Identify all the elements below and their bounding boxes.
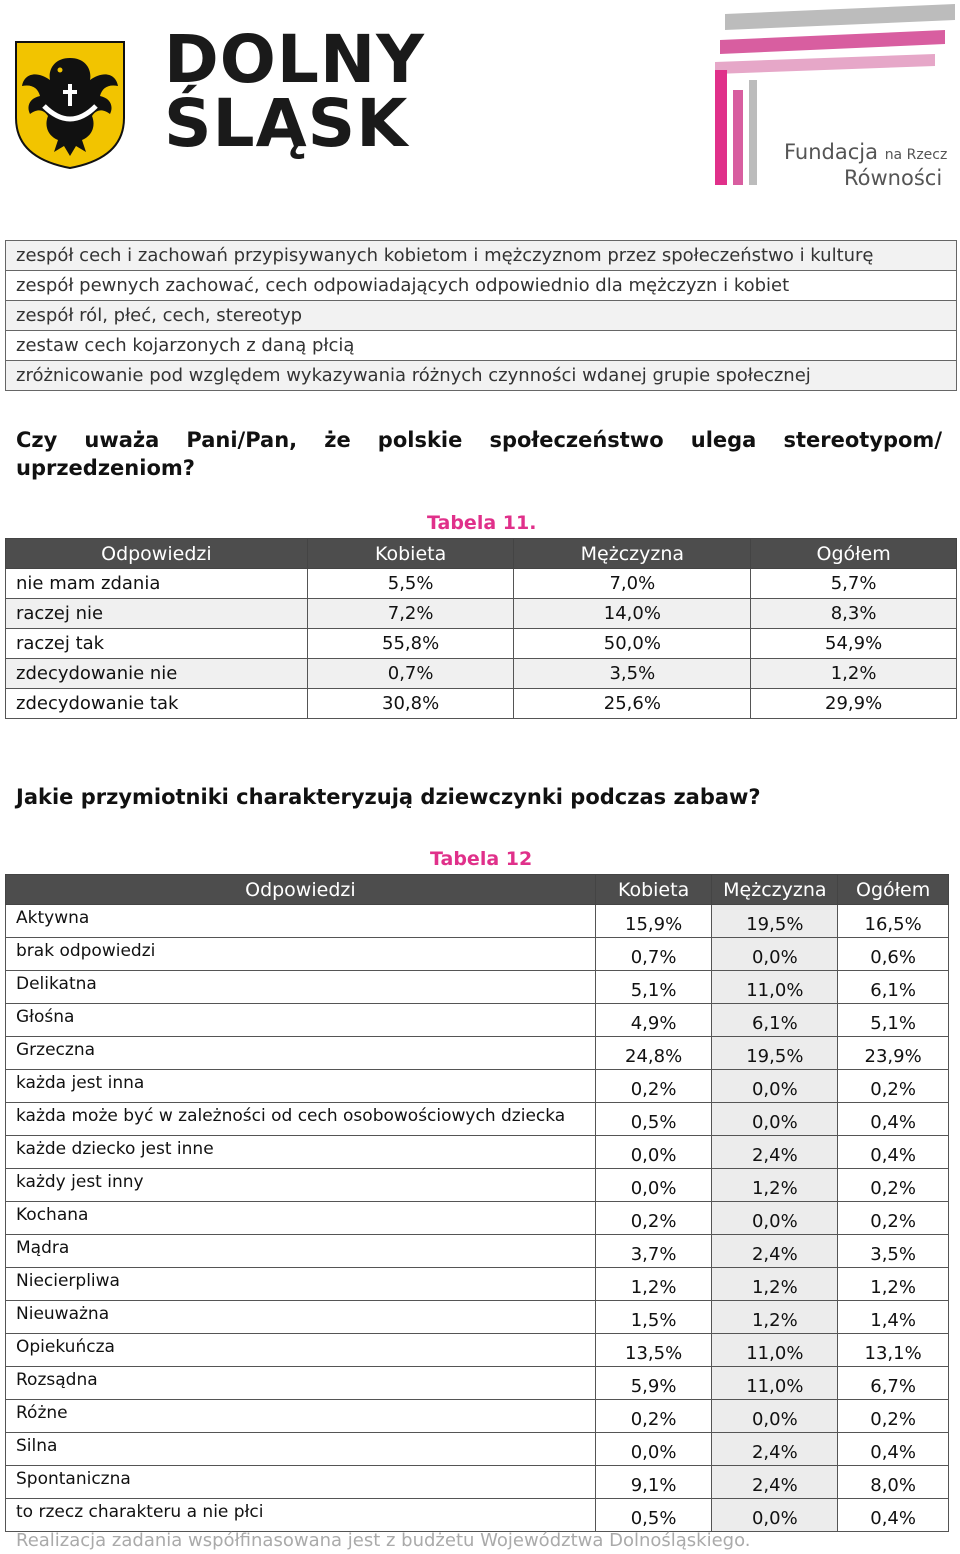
row-value: 11,0%	[712, 1334, 838, 1367]
row-value: 0,0%	[712, 938, 838, 971]
row-value: 6,1%	[712, 1004, 838, 1037]
row-label: Różne	[6, 1400, 596, 1433]
column-header: Mężczyzna	[514, 539, 751, 569]
row-value: 0,2%	[838, 1169, 949, 1202]
row-value: 13,5%	[595, 1334, 712, 1367]
row-label: Aktywna	[6, 905, 596, 938]
row-value: 19,5%	[712, 1037, 838, 1070]
table-11-caption: Tabela 11.	[427, 512, 537, 534]
row-value: 23,9%	[838, 1037, 949, 1070]
row-value: 24,8%	[595, 1037, 712, 1070]
table-row	[6, 1433, 949, 1466]
row-label: każda jest inna	[6, 1070, 596, 1103]
table-row	[6, 1334, 949, 1367]
table-row	[6, 938, 949, 971]
definition-text: zespół cech i zachowań przypisywanych kobietom i mężczyznom przez społeczeństwo i kulturę	[6, 241, 957, 271]
row-value: 30,8%	[307, 689, 514, 719]
definition-row	[6, 241, 957, 271]
row-value: 0,7%	[307, 659, 514, 689]
row-label: zdecydowanie nie	[6, 659, 308, 689]
row-value: 54,9%	[751, 629, 957, 659]
row-value: 0,0%	[712, 1070, 838, 1103]
table-row	[6, 905, 949, 938]
definition-text: zespół pewnych zachować, cech odpowiadających odpowiednio dla mężczyzn i kobiet	[6, 271, 957, 301]
dolny-slask-logo-text: DOLNY ŚLĄSK	[164, 21, 425, 162]
row-value: 19,5%	[712, 905, 838, 938]
row-value: 3,5%	[514, 659, 751, 689]
column-header: Odpowiedzi	[6, 539, 308, 569]
table-row	[6, 1499, 949, 1532]
definition-text: zestaw cech kojarzonych z daną płcią	[6, 331, 957, 361]
row-value: 55,8%	[307, 629, 514, 659]
column-header: Mężczyzna	[712, 875, 838, 905]
definition-text: zespół ról, płeć, cech, stereotyp	[6, 301, 957, 331]
row-label: Nieuważna	[6, 1301, 596, 1334]
row-value: 0,5%	[595, 1499, 712, 1532]
row-value: 0,6%	[838, 938, 949, 971]
table-row	[6, 599, 957, 629]
lower-silesia-eagle-crest-logo	[14, 40, 126, 170]
row-value: 1,2%	[595, 1268, 712, 1301]
row-value: 29,9%	[751, 689, 957, 719]
row-value: 0,4%	[838, 1103, 949, 1136]
row-value: 5,1%	[595, 971, 712, 1004]
row-value: 0,4%	[838, 1433, 949, 1466]
table-row	[6, 1268, 949, 1301]
row-label: Grzeczna	[6, 1037, 596, 1070]
row-label: zdecydowanie tak	[6, 689, 308, 719]
row-value: 5,9%	[595, 1367, 712, 1400]
definition-text: zróżnicowanie pod względem wykazywania różnych czynności wdanej grupie społecznej	[6, 361, 957, 391]
row-value: 13,1%	[838, 1334, 949, 1367]
table-row	[6, 1400, 949, 1433]
table-11	[5, 538, 957, 719]
row-value: 0,2%	[838, 1202, 949, 1235]
row-value: 5,5%	[307, 569, 514, 599]
row-value: 0,0%	[595, 1433, 712, 1466]
row-value: 0,0%	[595, 1136, 712, 1169]
row-value: 11,0%	[712, 971, 838, 1004]
definition-row	[6, 361, 957, 391]
table-12-caption: Tabela 12	[430, 848, 533, 870]
table-12	[5, 874, 949, 1532]
row-label: każdy jest inny	[6, 1169, 596, 1202]
row-value: 0,0%	[712, 1103, 838, 1136]
definition-row	[6, 271, 957, 301]
definition-row	[6, 331, 957, 361]
table-row	[6, 1202, 949, 1235]
row-value: 3,5%	[838, 1235, 949, 1268]
page-header	[0, 0, 960, 200]
row-label: Rozsądna	[6, 1367, 596, 1400]
table-row	[6, 1301, 949, 1334]
row-value: 1,5%	[595, 1301, 712, 1334]
row-value: 0,2%	[838, 1070, 949, 1103]
foundation-name-line1: Fundacja na Rzecz	[784, 140, 948, 164]
row-value: 5,7%	[751, 569, 957, 599]
row-value: 1,2%	[838, 1268, 949, 1301]
row-value: 3,7%	[595, 1235, 712, 1268]
row-label: to rzecz charakteru a nie płci	[6, 1499, 596, 1532]
row-value: 2,4%	[712, 1433, 838, 1466]
column-header: Odpowiedzi	[6, 875, 596, 905]
table-row	[6, 1235, 949, 1268]
row-label: Mądra	[6, 1235, 596, 1268]
row-label: Głośna	[6, 1004, 596, 1037]
row-value: 2,4%	[712, 1136, 838, 1169]
row-value: 14,0%	[514, 599, 751, 629]
table-row	[6, 569, 957, 599]
table-row	[6, 1070, 949, 1103]
row-value: 1,2%	[712, 1268, 838, 1301]
row-label: Opiekuńcza	[6, 1334, 596, 1367]
row-value: 0,0%	[712, 1499, 838, 1532]
column-header: Kobieta	[595, 875, 712, 905]
row-label: raczej nie	[6, 599, 308, 629]
table-row	[6, 1037, 949, 1070]
row-label: Kochana	[6, 1202, 596, 1235]
table-row	[6, 1004, 949, 1037]
row-value: 1,2%	[712, 1301, 838, 1334]
row-label: każda może być w zależności od cech osobowościowych dziecka	[6, 1103, 596, 1136]
row-value: 8,3%	[751, 599, 957, 629]
row-value: 25,6%	[514, 689, 751, 719]
row-label: Spontaniczna	[6, 1466, 596, 1499]
row-value: 0,7%	[595, 938, 712, 971]
row-value: 7,0%	[514, 569, 751, 599]
row-value: 16,5%	[838, 905, 949, 938]
row-value: 2,4%	[712, 1466, 838, 1499]
definition-row	[6, 301, 957, 331]
row-label: nie mam zdania	[6, 569, 308, 599]
table-row	[6, 1136, 949, 1169]
row-value: 11,0%	[712, 1367, 838, 1400]
row-label: raczej tak	[6, 629, 308, 659]
foundation-name-line2: Równości	[844, 166, 943, 190]
row-value: 7,2%	[307, 599, 514, 629]
row-value: 4,9%	[595, 1004, 712, 1037]
row-value: 0,0%	[712, 1400, 838, 1433]
row-value: 8,0%	[838, 1466, 949, 1499]
row-value: 0,4%	[838, 1499, 949, 1532]
column-header: Ogółem	[751, 539, 957, 569]
row-value: 0,0%	[712, 1202, 838, 1235]
row-value: 0,5%	[595, 1103, 712, 1136]
definitions-table	[5, 240, 957, 391]
row-value: 6,7%	[838, 1367, 949, 1400]
table-row	[6, 971, 949, 1004]
row-value: 6,1%	[838, 971, 949, 1004]
row-value: 15,9%	[595, 905, 712, 938]
row-value: 1,4%	[838, 1301, 949, 1334]
funding-footer: Realizacja zadania współfinasowana jest z budżetu Województwa Dolnośląskiego.	[16, 1530, 751, 1551]
row-value: 2,4%	[712, 1235, 838, 1268]
row-label: Niecierpliwa	[6, 1268, 596, 1301]
row-value: 9,1%	[595, 1466, 712, 1499]
table-row	[6, 1466, 949, 1499]
row-value: 0,2%	[838, 1400, 949, 1433]
row-value: 50,0%	[514, 629, 751, 659]
row-value: 0,2%	[595, 1400, 712, 1433]
question-girls-adjectives: Jakie przymiotniki charakteryzują dziewczynki podczas zabaw?	[16, 785, 761, 809]
table-row	[6, 659, 957, 689]
table-row	[6, 1103, 949, 1136]
question-stereotypes: Czy uważa Pani/Pan, że polskie społeczeństwo ulega stereotypom/ uprzedzeniom?	[16, 428, 942, 480]
row-value: 1,2%	[712, 1169, 838, 1202]
row-label: Silna	[6, 1433, 596, 1466]
row-value: 5,1%	[838, 1004, 949, 1037]
table-row	[6, 629, 957, 659]
table-row	[6, 1169, 949, 1202]
row-label: brak odpowiedzi	[6, 938, 596, 971]
row-value: 0,0%	[595, 1169, 712, 1202]
row-value: 0,4%	[838, 1136, 949, 1169]
column-header: Kobieta	[307, 539, 514, 569]
row-value: 1,2%	[751, 659, 957, 689]
table-row	[6, 689, 957, 719]
row-value: 0,2%	[595, 1202, 712, 1235]
row-value: 0,2%	[595, 1070, 712, 1103]
column-header: Ogółem	[838, 875, 949, 905]
row-label: każde dziecko jest inne	[6, 1136, 596, 1169]
table-row	[6, 1367, 949, 1400]
row-label: Delikatna	[6, 971, 596, 1004]
